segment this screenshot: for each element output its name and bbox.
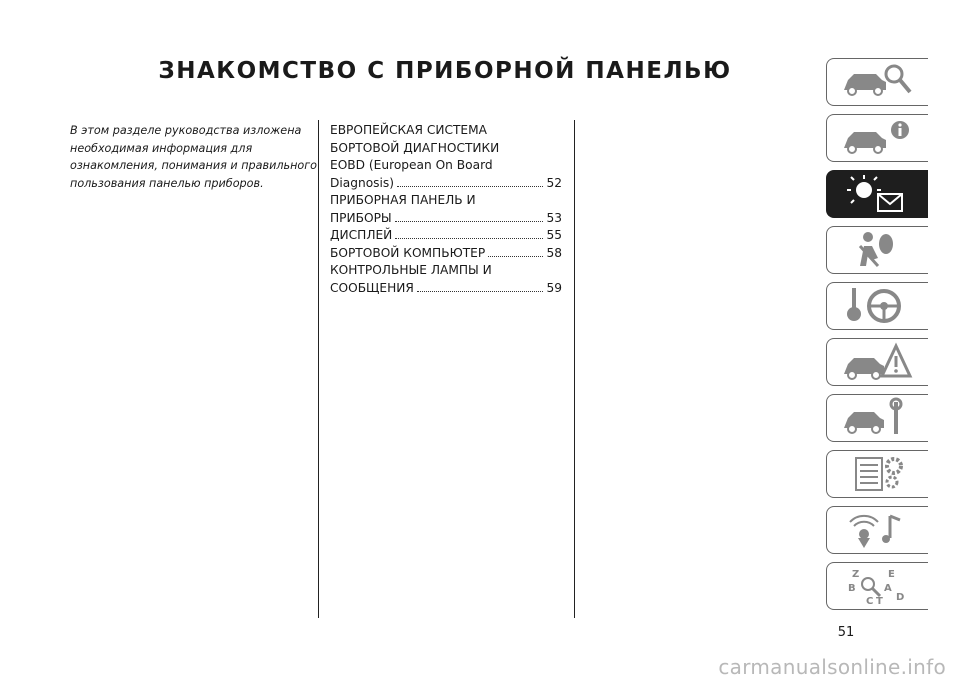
tab-getting-to-know-car[interactable]: [826, 58, 928, 106]
column-divider-left: [318, 120, 319, 618]
toc-entry-eobd[interactable]: [330, 175, 562, 193]
toc-line[interactable]: [330, 262, 562, 280]
toc-page-number: 58: [546, 245, 562, 260]
alphabet-index-icon: [838, 564, 918, 608]
toc-label: БОРТОВОЙ КОМПЬЮТЕР: [330, 245, 486, 260]
toc-entry-display[interactable]: [330, 227, 562, 245]
toc-label: ЕВРОПЕЙСКАЯ СИСТЕМА: [330, 123, 487, 137]
toc-entry-instrument-panel[interactable]: [330, 210, 562, 228]
column-divider-right: [574, 120, 575, 618]
intro-line: В этом разделе руководства изложена: [70, 124, 302, 137]
key-steering-wheel-icon: [838, 284, 918, 328]
toc-line[interactable]: [330, 122, 562, 140]
toc-line[interactable]: [330, 192, 562, 210]
toc-page-number: 55: [546, 228, 562, 242]
tab-instrument-panel[interactable]: [826, 170, 928, 218]
toc-line[interactable]: [330, 140, 562, 158]
watermark: carmanualsonline.info: [718, 655, 946, 679]
toc-leader-dots: [488, 245, 543, 257]
tab-maintenance[interactable]: [826, 394, 928, 442]
tab-multimedia[interactable]: [826, 506, 928, 554]
specs-gear-icon: [838, 452, 918, 496]
tab-starting-driving[interactable]: [826, 282, 928, 330]
page-title: ЗНАКОМСТВО С ПРИБОРНОЙ ПАНЕЛЬЮ: [158, 58, 732, 84]
multimedia-icon: [838, 508, 918, 552]
tab-emergency[interactable]: [826, 338, 928, 386]
car-search-icon: [838, 60, 918, 104]
intro-line: необходимая информация для: [70, 141, 253, 155]
toc-line[interactable]: [330, 157, 562, 175]
page-number: 51: [837, 625, 855, 640]
toc-label: Diagnosis): [330, 175, 394, 190]
toc-entry-warning-lights[interactable]: [330, 280, 562, 298]
toc-page-number: 59: [546, 280, 562, 295]
svg-text:D: D: [895, 592, 904, 603]
intro-line: пользования панелью приборов.: [70, 176, 264, 190]
toc-leader-dots: [417, 280, 544, 292]
tab-index[interactable]: [826, 562, 928, 610]
toc-leader-dots: [397, 175, 543, 187]
toc-page-number: 52: [546, 175, 562, 190]
toc-leader-dots: [395, 210, 544, 222]
toc-page-number: 53: [546, 210, 562, 225]
tab-car-info[interactable]: [826, 114, 928, 162]
svg-text:E: E: [887, 569, 895, 580]
svg-text:B: B: [847, 583, 856, 594]
toc-label: ПРИБОРНАЯ ПАНЕЛЬ И: [330, 193, 476, 207]
section-tabs: [826, 58, 930, 618]
svg-text:C: C: [865, 596, 873, 607]
toc-label: БОРТОВОЙ ДИАГНОСТИКИ: [330, 140, 500, 155]
dashboard-light-message-icon: [838, 172, 918, 216]
toc-label: СООБЩЕНИЯ: [330, 280, 414, 295]
toc-label: ПРИБОРЫ: [330, 210, 392, 225]
toc-label: EOBD (European On Board: [330, 158, 493, 172]
toc-entry-trip-computer[interactable]: [330, 245, 562, 263]
tab-technical-data[interactable]: [826, 450, 928, 498]
svg-text:Z: Z: [851, 569, 859, 580]
car-wrench-icon: [838, 396, 918, 440]
intro-text: [70, 122, 317, 192]
tab-safety[interactable]: [826, 226, 928, 274]
svg-text:T: T: [875, 596, 883, 607]
toc-label: ДИСПЛЕЙ: [330, 228, 393, 242]
airbag-safety-icon: [838, 228, 918, 272]
car-warning-icon: [838, 340, 918, 384]
toc-leader-dots: [395, 227, 543, 239]
intro-line: ознакомления, понимания и правильного: [70, 159, 317, 172]
table-of-contents: [330, 122, 562, 297]
car-info-icon: [838, 116, 918, 160]
svg-text:A: A: [883, 583, 892, 594]
toc-label: КОНТРОЛЬНЫЕ ЛАМПЫ И: [330, 263, 492, 277]
